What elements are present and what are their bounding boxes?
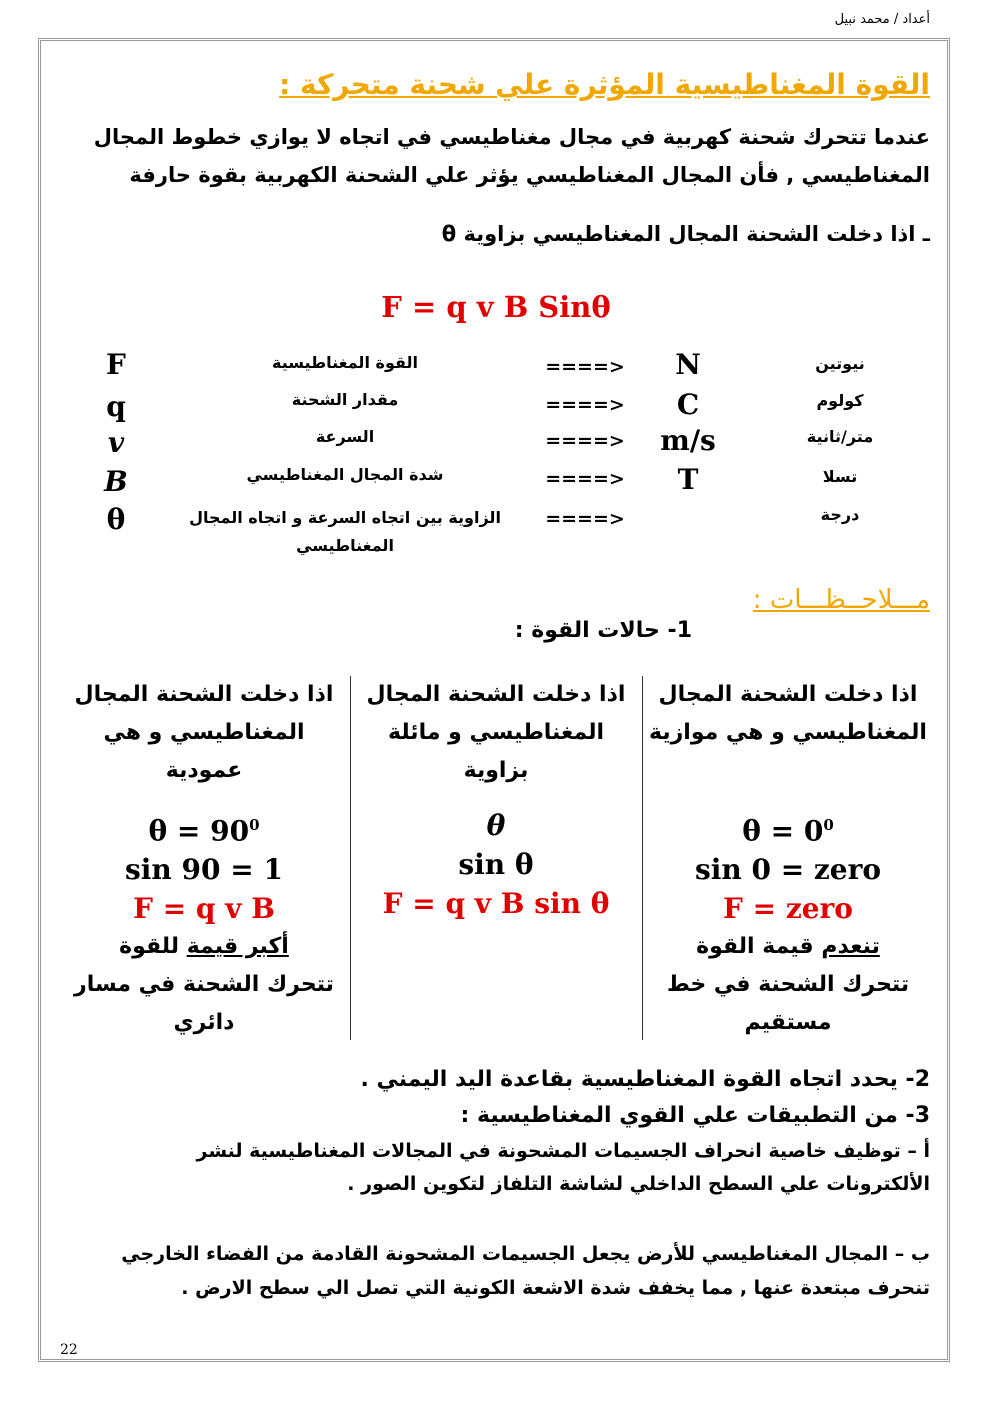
quantity-arrow: ====> xyxy=(545,394,625,416)
application-b-line-1: ب – المجال المغناطيسي للأرض يجعل الجسيمات المشحونة القادمة من الفضاء الخارجي xyxy=(121,1243,930,1265)
case-inclined xyxy=(355,676,637,923)
case-angle: $\theta = 0^0$ xyxy=(742,814,834,848)
quantity-unit-name: كولوم xyxy=(816,391,864,410)
case-heading-line: اذا دخلت الشحنة المجال xyxy=(366,682,626,707)
application-a-line-1: أ – توظيف خاصية انحراف الجسيمات المشحونة في المجالات المغناطيسية لنشر xyxy=(196,1140,930,1162)
quantity-arrow: ====> xyxy=(545,430,625,452)
case-heading-line: المغناطيسي و هي موازية xyxy=(649,720,927,745)
quantity-name: السرعة xyxy=(315,427,375,446)
quantity-symbol: B xyxy=(104,465,128,498)
quantity-name: مقدار الشحنة xyxy=(291,390,399,409)
quantity-unit: N xyxy=(675,348,701,381)
author-header: أعداد / محمد نبيل xyxy=(834,12,930,27)
case-result: تنعدم قيمة القوة xyxy=(696,934,880,960)
quantity-arrow: ====> xyxy=(545,468,625,490)
cases-title: 1- حالات القوة : xyxy=(514,618,692,643)
quantity-symbol: q xyxy=(106,390,126,423)
notes-title: مـــلاحــظـــات : xyxy=(752,585,930,615)
quantity-name: القوة المغناطيسية xyxy=(272,353,418,372)
case-sine: sin θ xyxy=(458,848,534,881)
case-heading xyxy=(62,676,346,806)
case-motion: تتحرك الشحنة في خط xyxy=(666,972,910,998)
case-sine: sin 90 = 1 xyxy=(125,853,283,887)
section-title: القوة المغناطيسية المؤثرة علي شحنة متحركة : xyxy=(279,68,930,101)
case-heading-line: المغناطيسي و مائلة xyxy=(387,720,604,745)
quantity-arrow: ====> xyxy=(545,356,625,378)
case-motion-line-2: دائري xyxy=(173,1010,235,1036)
quantity-name: شدة المجال المغناطيسي xyxy=(246,465,444,484)
case-motion-line-2: مستقيم xyxy=(744,1010,832,1036)
quantity-unit-name: متر/ثانية xyxy=(806,427,874,446)
intro-line-3: ـ اذا دخلت الشحنة المجال المغناطيسي بزاوية θ xyxy=(441,222,930,246)
quantity-unit: T xyxy=(677,463,699,496)
quantity-arrow: ====> xyxy=(545,508,625,530)
quantity-symbol: F xyxy=(106,348,126,381)
point-3: 3- من التطبيقات علي القوي المغناطيسية : xyxy=(460,1103,930,1128)
quantity-unit-name: نيوتين xyxy=(815,354,865,373)
intro-line-2: المغناطيسي , فأن المجال المغناطيسي يؤثر علي الشحنة الكهربية بقوة حارفة xyxy=(129,163,930,187)
quantity-unit: m/s xyxy=(660,424,716,457)
case-angle: θ xyxy=(486,809,506,842)
case-heading-line: اذا دخلت الشحنة المجال xyxy=(658,682,918,707)
case-heading-line: عمودية xyxy=(165,758,243,783)
quantity-unit-name: تسلا xyxy=(822,467,858,486)
application-a-line-2: الألكترونات علي السطح الداخلي لشاشة التلفاز لتكوين الصور . xyxy=(347,1173,930,1195)
case-sine: sin 0 = zero xyxy=(694,853,882,887)
page-number: 22 xyxy=(60,1342,78,1358)
column-divider xyxy=(350,676,351,1040)
quantity-symbol: v xyxy=(107,426,125,459)
case-heading xyxy=(355,676,637,806)
intro-line-1: عندما تتحرك شحنة كهربية في مجال مغناطيسي في اتجاه لا يوازي خطوط المجال xyxy=(93,125,930,149)
case-result: أكبر قيمة للقوة xyxy=(119,934,289,960)
case-force: F = zero xyxy=(723,892,853,926)
case-force: F = q v B sin θ xyxy=(382,887,610,920)
application-b-line-2: تنحرف مبتعدة عنها , مما يخفف شدة الاشعة الكونية التي تصل الي سطح الارض . xyxy=(181,1277,930,1299)
case-force: F = q v B xyxy=(133,892,275,926)
case-perpendicular xyxy=(62,676,346,1042)
quantity-unit-name: درجة xyxy=(820,505,860,524)
quantity-name: الزاوية بين اتجاه السرعة و اتجاه المجال xyxy=(189,508,501,527)
case-heading-line: بزاوية xyxy=(463,758,529,783)
point-2: 2- يحدد اتجاه القوة المغناطيسية بقاعدة اليد اليمني . xyxy=(360,1067,930,1092)
case-heading-line: اذا دخلت الشحنة المجال xyxy=(74,682,334,707)
case-heading-line: المغناطيسي و هي xyxy=(103,720,305,745)
column-divider xyxy=(642,676,643,1040)
case-parallel xyxy=(648,676,928,1042)
quantity-symbol: θ xyxy=(106,503,126,536)
force-formula: F = q v B Sinθ xyxy=(381,290,611,324)
quantity-name-line-2: المغناطيسي xyxy=(296,536,394,555)
case-heading xyxy=(648,676,928,806)
case-angle: $\theta = 90^0$ xyxy=(148,814,260,848)
quantity-unit: C xyxy=(676,388,700,421)
case-motion: تتحرك الشحنة في مسار xyxy=(74,972,334,998)
